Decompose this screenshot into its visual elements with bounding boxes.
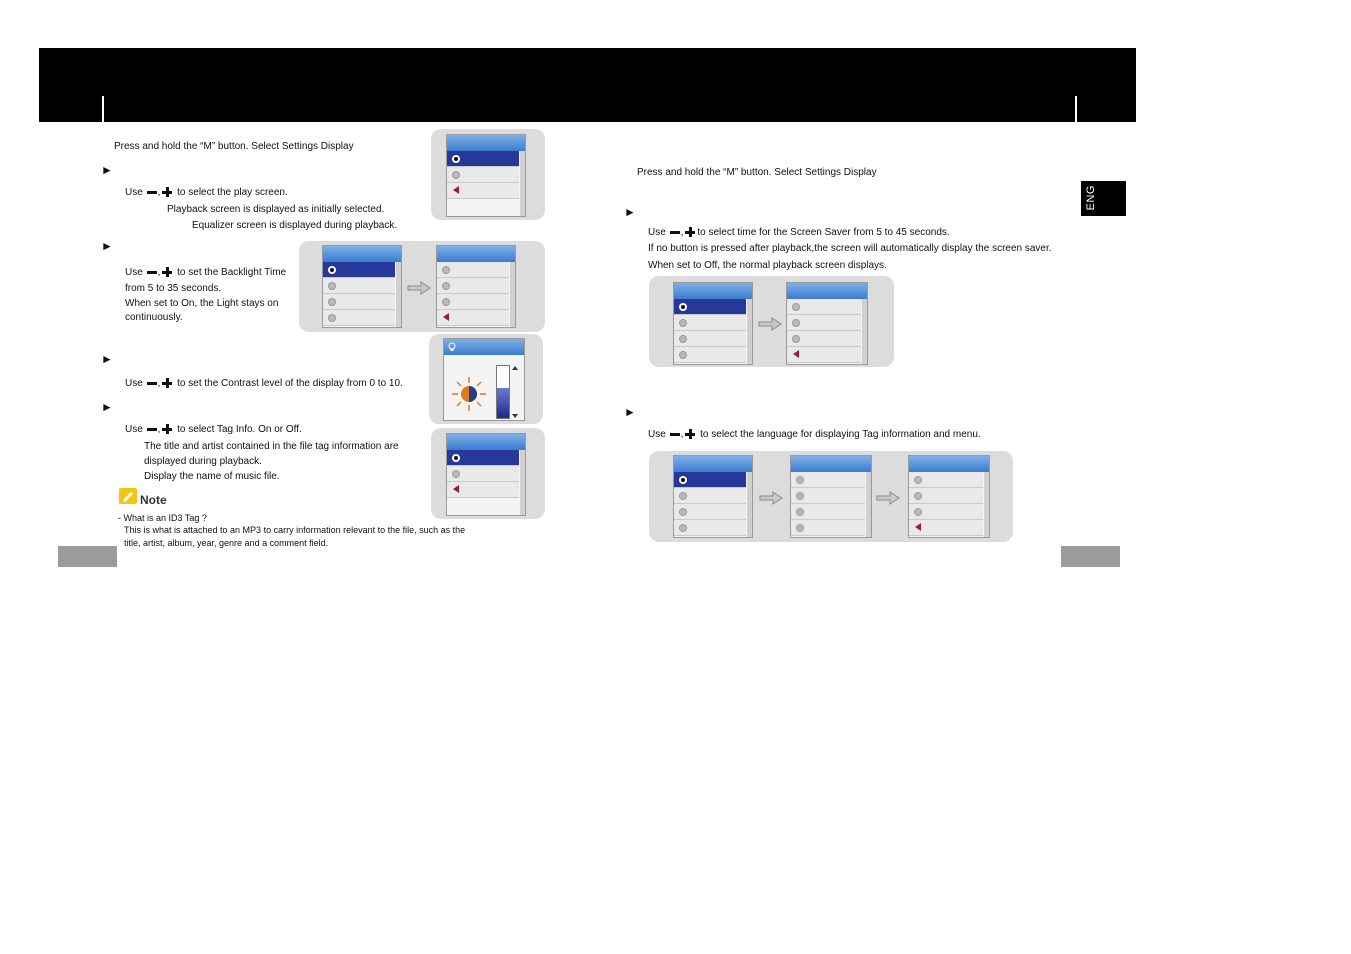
backlight-instruction: Use , to set the Backlight Time <box>125 267 287 278</box>
section-arrow-icon: ► <box>101 163 113 177</box>
device-screen <box>322 245 402 328</box>
section-arrow-icon: ► <box>101 239 113 253</box>
note-label: Note <box>140 493 167 507</box>
back-arrow-icon <box>453 186 459 194</box>
screensaver-instruction: Use , to select time for the Screen Saver from 5 to 45 seconds. <box>648 227 950 238</box>
language-instruction: Use , to select the language for displaying Tag information and menu. <box>648 429 981 440</box>
tag-line3: Display the name of music file. <box>144 471 280 482</box>
radio-icon <box>792 303 800 311</box>
back-arrow-icon <box>453 485 459 493</box>
radio-icon <box>452 171 460 179</box>
section-arrow-icon: ► <box>624 205 636 219</box>
plus-icon <box>685 429 695 439</box>
radio-icon <box>452 470 460 478</box>
instruction-text: to set the Contrast level of the display from 0 to 10. <box>177 378 403 389</box>
radio-icon <box>679 524 687 532</box>
section-arrow-icon: ► <box>624 405 636 419</box>
tag-line2: displayed during playback. <box>144 456 262 467</box>
intro-text: Press and hold the “M” button. Select Settings Display <box>637 167 877 178</box>
radio-icon <box>328 314 336 322</box>
radio-selected-icon <box>328 266 336 274</box>
minus-icon <box>147 428 157 431</box>
radio-selected-icon <box>452 155 460 163</box>
minus-icon <box>147 271 157 274</box>
radio-icon <box>914 492 922 500</box>
note-icon <box>119 488 137 504</box>
backlight-line1: from 5 to 35 seconds. <box>125 283 222 294</box>
header-bar <box>39 48 1136 122</box>
backlight-line3: continuously. <box>125 312 183 323</box>
play-screen-panel <box>431 129 545 220</box>
play-screen-line1: Playback screen is displayed as initially selected. <box>167 204 385 215</box>
contrast-panel <box>429 334 543 424</box>
use-label: Use <box>648 429 666 440</box>
note-question: - What is an ID3 Tag ? <box>118 513 207 523</box>
eng-tab-label: ENG <box>1085 185 1097 211</box>
radio-icon <box>442 282 450 290</box>
radio-icon <box>796 476 804 484</box>
minus-icon <box>670 433 680 436</box>
contrast-level-bar <box>496 365 510 419</box>
backlight-line2: When set to On, the Light stays on <box>125 298 279 309</box>
intro-text: Press and hold the “M” button. Select Settings Display <box>114 141 354 152</box>
device-screen <box>908 455 990 538</box>
device-screen <box>443 338 525 421</box>
instruction-text: to select the language for displaying Tag information and menu. <box>700 429 981 440</box>
instruction-text: to set the Backlight Time <box>177 267 287 278</box>
radio-icon <box>914 508 922 516</box>
minus-icon <box>147 382 157 385</box>
plus-icon <box>162 424 172 434</box>
page-number-box <box>1061 546 1120 567</box>
contrast-instruction: Use , to set the Contrast level of the display from 0 to 10. <box>125 378 403 389</box>
radio-selected-icon <box>679 303 687 311</box>
radio-icon <box>679 335 687 343</box>
note-answer-line2: title, artist, album, year, genre and a comment field. <box>124 538 329 548</box>
use-label: Use <box>648 227 666 238</box>
back-arrow-icon <box>793 350 799 358</box>
radio-icon <box>679 351 687 359</box>
play-screen-line2: Equalizer screen is displayed during playback. <box>192 220 398 231</box>
use-label: Use <box>125 424 143 435</box>
backlight-panel <box>299 241 545 332</box>
radio-icon <box>442 298 450 306</box>
page-number-box <box>58 546 117 567</box>
flow-arrow-icon <box>876 491 900 505</box>
header-divider <box>102 96 104 122</box>
radio-icon <box>679 319 687 327</box>
play-screen-instruction: Use , to select the play screen. <box>125 187 288 198</box>
screensaver-line1: If no button is pressed after playback,the screen will automatically display the screen saver. <box>648 243 1052 254</box>
radio-icon <box>914 476 922 484</box>
tag-panel <box>431 428 545 519</box>
radio-icon <box>796 524 804 532</box>
radio-icon <box>792 319 800 327</box>
minus-icon <box>147 191 157 194</box>
instruction-text: to select the play screen. <box>177 187 288 198</box>
device-screen <box>436 245 516 328</box>
note-answer-line1: This is what is attached to an MP3 to carry information relevant to the file, such as the <box>124 525 466 535</box>
back-arrow-icon <box>443 313 449 321</box>
radio-icon <box>679 492 687 500</box>
back-arrow-icon <box>915 523 921 531</box>
radio-icon <box>792 335 800 343</box>
device-screen <box>446 433 526 516</box>
bulb-icon <box>448 342 456 352</box>
device-screen <box>673 282 753 365</box>
instruction-text: to select Tag Info. On or Off. <box>177 424 302 435</box>
plus-icon <box>162 378 172 388</box>
flow-arrow-icon <box>407 281 431 295</box>
tag-instruction: Use , to select Tag Info. On or Off. <box>125 424 302 435</box>
scroll-arrows-icon <box>511 365 519 419</box>
device-screen <box>446 134 526 217</box>
language-panel <box>649 451 1013 542</box>
instruction-text: to select time for the Screen Saver from 5 to 45 seconds. <box>697 227 950 238</box>
use-label: Use <box>125 378 143 389</box>
use-label: Use <box>125 187 143 198</box>
radio-selected-icon <box>679 476 687 484</box>
radio-icon <box>679 508 687 516</box>
plus-icon <box>162 267 172 277</box>
plus-icon <box>685 227 695 237</box>
radio-icon <box>328 298 336 306</box>
device-screen <box>786 282 868 365</box>
minus-icon <box>670 231 680 234</box>
use-label: Use <box>125 267 143 278</box>
flow-arrow-icon <box>758 317 782 331</box>
screensaver-panel <box>649 276 894 367</box>
flow-arrow-icon <box>759 491 783 505</box>
radio-icon <box>796 508 804 516</box>
radio-icon <box>796 492 804 500</box>
plus-icon <box>162 187 172 197</box>
contrast-sun-icon <box>450 375 488 413</box>
radio-selected-icon <box>452 454 460 462</box>
radio-icon <box>442 266 450 274</box>
eng-tab <box>1081 181 1126 216</box>
radio-icon <box>328 282 336 290</box>
device-screen <box>790 455 872 538</box>
section-arrow-icon: ► <box>101 352 113 366</box>
header-divider <box>1075 96 1077 122</box>
section-arrow-icon: ► <box>101 400 113 414</box>
tag-line1: The title and artist contained in the file tag information are <box>144 441 399 452</box>
device-screen <box>673 455 753 538</box>
screensaver-line2: When set to Off, the normal playback screen displays. <box>648 260 887 271</box>
